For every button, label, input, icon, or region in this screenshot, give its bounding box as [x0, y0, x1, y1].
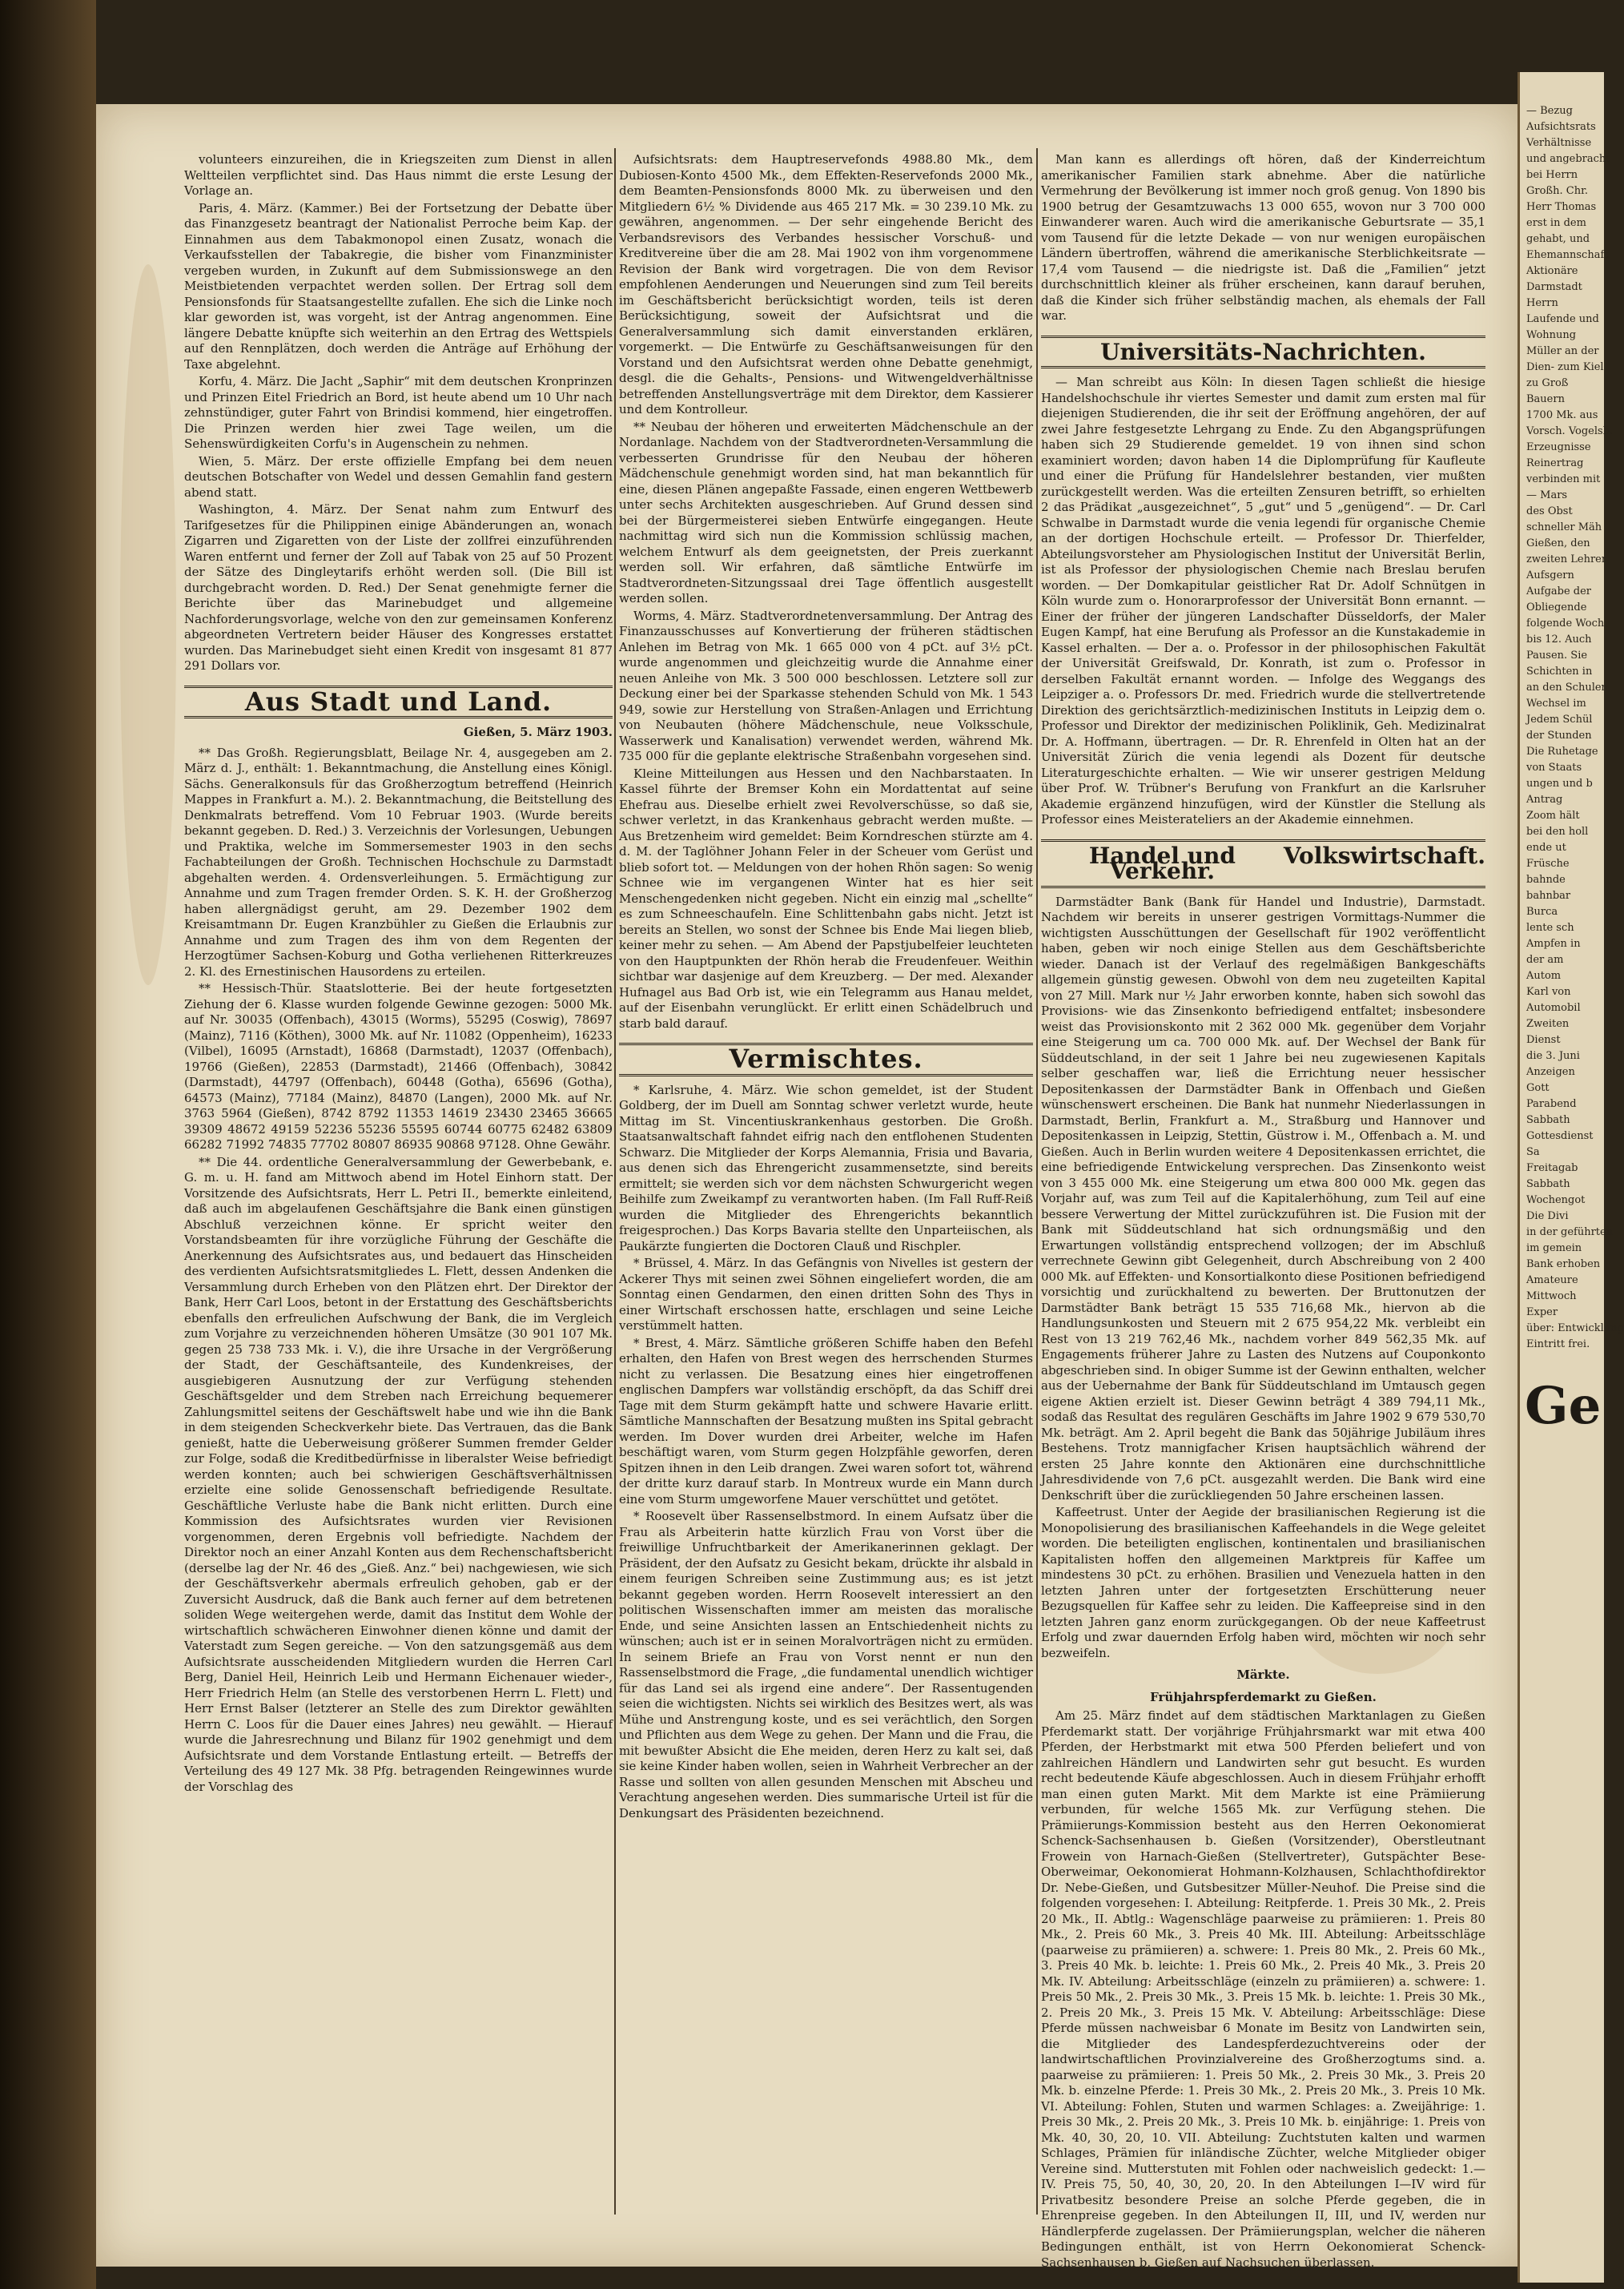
adjacent-page-line: Gottesdienst [1526, 1130, 1594, 1142]
adjacent-page-line: über: Entwicklung [1526, 1322, 1624, 1334]
adjacent-page-fragment [1517, 72, 1624, 2283]
adjacent-page-line: Erzeugnisse [1526, 441, 1591, 453]
adjacent-page-line: Automobil [1526, 1002, 1581, 1014]
adjacent-page-line: Sa [1526, 1146, 1540, 1158]
adjacent-page-line: Bauern [1526, 393, 1565, 405]
adjacent-page-line: Karl von [1526, 986, 1571, 998]
dateline: Gießen, 5. März 1903. [463, 725, 613, 739]
article-universitaet: — Man schreibt aus Köln: In diesen Tagen schließt die hiesige Handelshochschule ihr viertes Semester und damit zum ersten mal für diejenigen Studierenden, die ihr seit der Eröffnung angehören, der auf zwei Jahre festgesetzte Lehrgang zu Ende. Zu den Abgangsprüfungen haben sich 29 Studierende gemeldet. 19 von ihnen sind schon examiniert worden; davon haben 14 die Diplomprüfung für Kaufleute und einer die Prüfung für Handelslehrer bestanden, vier mußten zurückgestellt werden. Was die erteilten Zensuren betrifft, so erhielten 2 das Prädikat „ausgezeichnet“, 5 „gut“ und 5 „genügend“. — Dr. Carl Schwalbe in Darmstadt wurde die venia legendi für organische Chemie an der dortigen Hochschule erteilt. — Professor Dr. Thierfelder, Abteilungsvorsteher am Physiologischen Institut der Universität Berlin, ist als Professor der physiologischen Chemie nach Breslau berufen worden. — Der Domkapitular geistlicher Rat Dr. Adolf Schnütgen in Köln wurde zum o. Honorarprofessor der Universität Bonn ernannt. — Einer der früher der jüngeren Landschafter Düsseldorfs, der Maler Eugen Kampf, hat eine Berufung als Professor an die Kunstakademie in Kassel erhalten. — Der a. o. Professor in der philosophischen Fakultät der Universität Greifswald, Dr. Konrath, ist zum o. Professor in derselben Fakultät ernannt worden. — Infolge des Weggangs des Leipziger a. o. Professors Dr. med. Friedrich wurde die stellvertretende Direktion des gerichtsärztlich-medizinischen Instituts in Leipzig dem o. Professor und Direktor der medizinischen Poliklinik, Geh. Medizinalrat Dr. A. Hoffmann, übertragen. — Dr. R. Ehrenfeld in Olten hat an der Universität Zürich die venia legendi als Dozent für deutsche Literaturgeschichte erhalten. — Wie wir unserer gestrigen Meldung über Prof. W. Trübner's Berufung von Frankfurt an die Karlsruher Akademie ergänzend hinzufügen, wird der Künstler die Stellung als Professor eines Meisterateliers an der Akademie einnehmen. [1041, 375, 1485, 827]
adjacent-page-line: Aufsichtsrats [1526, 121, 1596, 133]
adjacent-page-text [1520, 72, 1624, 1352]
adjacent-page-line: Dien- zum Kiel [1526, 361, 1604, 373]
adjacent-page-line: ende ut [1526, 842, 1566, 854]
subheading-maerkte: Märkte. [1236, 1667, 1290, 1682]
section-heading-stadt-land: Aus Stadt und Land. [184, 686, 613, 719]
adjacent-page-line: in der geführten [1526, 1226, 1614, 1238]
article-korfu: Korfu, 4. März. Die Jacht „Saphir“ mit dem deutschen Kronprinzen und Prinzen Eitel Friedrich an Bord, ist heute abend um 10 Uhr nach zehnstündiger, guter Fahrt von Brindisi kommend, hier eingetroffen. Die Prinzen werden hier zwei Tage weilen, um die Sehenswürdigkeiten Corfu's in Augenschein zu nehmen. [184, 374, 613, 451]
adjacent-page-line: Ampfen in [1526, 938, 1581, 950]
adjacent-page-line: bahnde [1526, 874, 1566, 886]
adjacent-page-line: Amateure [1526, 1274, 1578, 1286]
article-volunteers: volunteers einzureihen, die in Kriegszeiten zum Dienst in allen Weltteilen verpflichtet sind. Das Haus nimmt die erste Lesung der Vorlage an. [184, 152, 613, 198]
book-binding [0, 0, 96, 2289]
adjacent-page-line: Schichten in [1526, 666, 1593, 678]
adjacent-page-line: Sabbath [1526, 1114, 1570, 1126]
adjacent-page-line: Exper [1526, 1306, 1558, 1318]
adjacent-page-line: Dienst [1526, 1034, 1561, 1046]
adjacent-page-line: Herrn [1526, 297, 1558, 309]
article-regierungsblatt: ** Das Großh. Regierungsblatt, Beilage Nr. 4, ausgegeben am 2. März d. J., enthält: 1. Bekanntmachung, die Anstellung eines Königl. Sächs. Generalkonsuls für das Großherzogtum betreffend (Heinrich Mappes in Frankfurt a. M.). 2. Bekanntmachung, die Beitstellung des Denkmalrats betreffend. Vom 10 Februar 1903. (Wurde bereits bekannt gegeben. D. Red.) 3. Verzeichnis der Vorlesungen, Uebungen und Praktika, welche im Sommersemester 1903 in den sechs Fachabteilungen der Großh. Technischen Hochschule zu Darmstadt abgehalten werden. 4. Ordensverleihungen. 5. Ermächtigung zur Annahme und zum Tragen fremder Orden. S. K. H. der Großherzog haben allergnädigst geruht, am 29. Dezember 1902 dem Kreisamtmann Dr. Eugen Kranzbühler zu Gießen die Erlaubnis zur Annahme und zum Tragen des ihm von dem Regenten der Herzogtümer Sachsen-Koburg und Gotha verliehenen Ritterkreuzes 2. Kl. des Ernestinischen Hausordens zu erteilen. [184, 745, 613, 979]
adjacent-page-line: die 3. Juni [1526, 1050, 1580, 1062]
adjacent-page-line: — Mars [1526, 489, 1568, 501]
article-kaffeetrust: Kaffeetrust. Unter der Aegide der brasilianischen Regierung ist die Monopolisierung des brasilianischen Kaffeehandels in die Wege geleitet worden. Die beteiligten englischen, kontinentalen und brasilianischen Kapitalisten hoffen den allgemeinen Marktpreis für Kaffee um mindestens 30 pCt. zu erhöhen. Brasilien und Venezuela hatten in den letzten Jahren unter der fortgesetzten Erschütterung neuer Bezugsquellen für Kaffee sehr zu leiden. Die Kaffeepreise sind in den letzten Jahren ganz enorm zurückgegangen. Ob der neue Kaffeetrust Erfolg und zwar dauernden Erfolg haben wird, möchten wir noch sehr bezweifeln. [1041, 1505, 1485, 1660]
heading-volkswirtschaft: Volkswirtschaft. [1283, 842, 1485, 869]
adjacent-page-line: Eintritt frei. [1526, 1338, 1590, 1350]
adjacent-page-line: Aktionäre [1526, 265, 1578, 277]
article-roosevelt-cont: Man kann es allerdings oft hören, daß der Kinderreichtum amerikanischer Familien stark abnehme. Aber die natürliche Vermehrung der Bevölkerung ist immer noch groß genug. Von 1890 bis 1900 betrug der Gesamtzuwachs 13 000 655, wovon nur 3 700 000 Einwanderer waren. Auch wird die amerikanische Geburtsrate — 35,1 vom Tausend für die letzte Dekade — von nur wenigen europäischen Ländern übertroffen, während die amerikanische Sterblichkeitsrate — 17,4 vom Tausend — die niedrigste ist. Daß die „Familien“ jetzt durchschnittlich kleiner als früher erscheinen, kann darauf beruhen, daß die Kinder sich früher selbständig machen, als ehemals der Fall war. [1041, 152, 1485, 323]
adjacent-page-line: Herr Thomas [1526, 201, 1597, 213]
adjacent-page-line: Zoom hält [1526, 810, 1580, 822]
adjacent-page-line: bis 12. Auch [1526, 634, 1592, 646]
adjacent-page-line: Aufgabe der [1526, 585, 1592, 597]
article-brest: * Brest, 4. März. Sämtliche größeren Schiffe haben den Befehl erhalten, den Hafen von Brest wegen des herrschenden Sturmes nicht zu verlassen. Die Besatzung eines hier eingetroffenen englischen Dampfers war vollständig erschöpft, da das Schiff drei Tage mit dem Sturm gekämpft hatte und schwere Havarie erlitt. Sämtliche Mannschaften der Besatzung mußten ins Spital gebracht werden. Im Dover wurden drei Arbeiter, welche im Hafen beschäftigt waren, vom Sturm gegen Holzpfähle geworfen, deren Spitzen ihnen in den Leib drangen. Zwei waren sofort tot, während der dritte kurz darauf starb. In Montreux wurde ein Mann durch eine vom Sturm umgeworfene Mauer verschüttet und getötet. [619, 1335, 1033, 1507]
adjacent-page-line: Autom [1526, 970, 1562, 982]
article-staatslotterie: ** Hessisch-Thür. Staatslotterie. Bei der heute fortgesetzten Ziehung der 6. Klasse wurden folgende Gewinne gezogen: 5000 Mk. auf Nr. 30035 (Offenbach), 43015 (Worms), 55295 (Coswig), 78697 (Mainz), 7116 (Köthen), 3000 Mk. auf Nr. 11082 (Oppenheim), 16233 (Vilbel), 16095 (Arnstadt), 16868 (Darmstadt), 12037 (Offenbach), 19766 (Gießen), 22853 (Darmstadt), 21466 (Offenbach), 30842 (Darmstadt), 44797 (Offenbach), 60448 (Gotha), 65696 (Gotha), 64573 (Mainz), 77184 (Mainz), 84870 (Langen), 2000 Mk. auf Nr. 3763 5964 (Gießen), 8742 8792 11353 14619 23430 23465 36665 39309 48672 49159 52236 55236 55595 60744 60775 62482 63809 66282 71992 74835 77702 80807 86935 90868 97128. Ohne Gewähr. [184, 981, 613, 1152]
adjacent-page-line: Burca [1526, 906, 1558, 918]
adjacent-page-line: Früsche [1526, 858, 1570, 870]
adjacent-page-large-heading: Ge [1525, 1376, 1602, 1436]
adjacent-page-line: Müller an der [1526, 345, 1599, 357]
subheading-pferdemarkt: Frühjahrspferdemarkt zu Gießen. [1150, 1689, 1377, 1704]
article-gewerbebank: ** Die 44. ordentliche Generalversammlung der Gewerbebank, e. G. m. u. H. fand am Mittwoch abend im Hotel Einhorn statt. Der Vorsitzende des Aufsichtsrats, Herr L. Petri II., bemerkte einleitend, daß auch im abgelaufenen Geschäftsjahre die Bank einen günstigen Abschluß verzeichnen könne. Er spricht weiter den Vorstandsbeamten für ihre vorzügliche Führung der Geschäfte die Anerkennung des Aufsichtsrates aus, und bedauert das Hinscheiden des verdienten Aufsichtsratsmitgliedes L. Flett, dessen Andenken die Versammlung durch Erheben von den Plätzen ehrt. Der Direktor der Bank, Herr Carl Loos, betont in der Erstattung des Geschäftsberichts ebenfalls den erfreulichen Aufschwung der Bank, die im Vergleich zum Vorjahre zu verzeichnenden höheren Umsätze (30 901 107 Mk. gegen 25 738 733 Mk. i. V.), die ihre Ursache in der Vergrößerung der Stadt, der Geschäftsanteile, des Kundenkreises, der ausgiebigeren Ausnutzung der zur Verfügung stehenden Geschäftsgelder und dem Streben nach Erreichung bequemerer Zahlungsmittel seitens der Geschäftswelt habe und wie ihn die Bank in dem steigenden Scheckverkehr biete. Das Vertrauen, das die Bank genießt, hatte die Ueberweisung größerer Summen fremder Gelder zur Folge, sodaß die Kreditbedürfnisse in liberalster Weise befriedigt werden konnten; auch bei schwierigen Geschäftsverhältnissen erzielte eine solide Genossenschaft befriedigende Resultate. Geschäftliche Verluste habe die Bank nicht erlitten. Durch eine Kommission des Aufsichtsrates wurden vier Revisionen vorgenommen, deren Ergebnis voll befriedigte. Nachdem der Direktor noch an einer Anzahl Konten aus dem Rechenschaftsbericht (derselbe lag der Nr. 46 des „Gieß. Anz.“ bei) nachgewiesen, wie sich der Geschäftsverkehr abermals erfreulich gehoben, gab er der Zuversicht Ausdruck, daß die Bank auch ferner auf dem betretenen soliden Wege weitergehen werde, damit das Institut dem Wohle der wirtschaftlich schwächeren Einwohner dienen könne und damit der Vaterstadt zum Segen gereiche. — Von den satzungsgemäß aus dem Aufsichtsrate ausscheidenden Mitgliedern wurden die Herren Carl Berg, Daniel Heil, Heinrich Leib und Hermann Eichenauer wieder-, Herr Friedrich Helm (an Stelle des verstorbenen Herrn L. Flett) und Herr Ernst Balser (letzterer an Stelle des zum Direktor gewählten Herrn C. Loos für die Dauer eines Jahres) neu gewählt. — Hierauf wurde die Jahresrechnung und Bilanz für 1902 genehmigt und dem Aufsichtsrate und dem Vorstande Entlastung erteilt. — Betreffs der Verteilung des 49 127 Mk. 38 Pfg. betragenden Reingewinnes wurde der Vorschlag des [184, 1154, 613, 1794]
adjacent-page-line: bei Herrn [1526, 169, 1578, 181]
adjacent-page-line: Obliegende [1526, 601, 1587, 613]
adjacent-page-line: Zweiten [1526, 1018, 1570, 1030]
adjacent-page-line: bahnbar [1526, 890, 1571, 902]
article-kleine-mitteilungen: Kleine Mitteilungen aus Hessen und den Nachbarstaaten. In Kassel führte der Bremser Kohn ein Mordattentat auf seine Ehefrau aus. Dieselbe erhielt zwei Revolverschüsse, so daß sie, schwer verletzt, in das Krankenhaus gebracht werden mußte. — Aus Bretzenheim wird gemeldet: Beim Korndreschen stürzte am 4. d. M. der Taglöhner Johann Feler in der Scheuer vom Gerüst und blieb sofort tot. — Meldungen von der hohen Rhön sagen: So wenig Schnee wie im vergangenen Winter hat es hier seit Menschengedenken nicht gegeben. Nicht ein einzig mal „schellte“ es zum Schneeschaufeln. Eine Schlittenbahn gabs nicht. Jetzt ist bereits an Stellen, wo sonst der Schnee bis Ende Mai liegen blieb, keiner mehr zu sehen. — Am Abend der Papstjubelfeier leuchteten von den Hauptpunkten der Rhön herab die Freudenfeuer. Weithin sichtbar war dasjenige auf dem Kreuzberg. — Der med. Alexander Hufnagel aus Bad Orb ist, wie ein Telegramm aus Hanau meldet, auf der Eisenbahn verunglückt. Er erlitt einen Schädelbruch und starb bald darauf. [619, 766, 1033, 1031]
adjacent-page-line: gehabt, und [1526, 233, 1590, 245]
adjacent-page-line: Verhältnisse [1526, 137, 1592, 149]
heading-handel-verkehr: Handel und Verkehr. [1088, 842, 1236, 884]
adjacent-page-line: Jedem Schül [1526, 714, 1593, 726]
adjacent-page-line: bei den holl [1526, 826, 1589, 838]
section-heading-vermischtes: Vermischtes. [619, 1043, 1033, 1076]
adjacent-page-line: Freitagab [1526, 1162, 1578, 1174]
adjacent-page-line: im gemein [1526, 1242, 1582, 1254]
article-gewerbebank-cont: Aufsichtsrats: dem Hauptreservefonds 4988.80 Mk., dem Dubiosen-Konto 4500 Mk., dem Effekten-Reservefonds 2000 Mk., dem Beamten-Pensionsfonds 8000 Mk. zu überweisen und den Mitgliedern 6½ % Dividende aus 465 217 Mk. = 30 239.10 Mk. zu gewähren, angenommen. — Der sehr eingehende Bericht des Verbandsrevisors des Verbandes hessischer Vorschuß- und Kreditvereine über die am 28. Mai 1902 von ihm vorgenommene Revision der Bank wird vorgetragen. Die von dem Revisor empfohlenen Aenderungen und Neuerungen sind zum Teil bereits im Geschäftsbericht berücksichtigt worden, teils ist deren Berücksichtigung, soweit der Aufsichtsrat und die Generalversammlung sich damit einverstanden erklären, vorgemerkt. — Die Entwürfe zu Geschäftsanweisungen für den Vorstand und den Aufsichtsrat werden ohne Debatte genehmigt, desgl. die die Gehalts-, Pensions- und Witwengeldverhältnisse betreffenden Anstellungsverträge mit dem Direktor, dem Kassierer und dem Kontrolleur. [619, 152, 1033, 416]
adjacent-page-line: Die Divi [1526, 1210, 1569, 1222]
adjacent-page-line: Darmstadt [1526, 281, 1582, 293]
adjacent-page-line: zu Groß [1526, 377, 1569, 389]
column-3 [1041, 152, 1486, 2270]
article-wien: Wien, 5. März. Der erste offizielle Empfang bei dem neuen deutschen Botschafter von Wedel und dessen Gemahlin fand gestern abend statt. [184, 453, 613, 500]
adjacent-page-line: folgende Woch [1526, 618, 1605, 630]
adjacent-page-line: Gott [1526, 1082, 1550, 1094]
section-heading-universitaet: Universitäts-Nachrichten. [1041, 336, 1485, 369]
column-rule [614, 148, 616, 2215]
article-darmstaedter-bank: Darmstädter Bank (Bank für Handel und Industrie), Darmstadt. Nachdem wir bereits in unserer gestrigen Vormittags-Nummer die wichtigsten Ausschüttungen der Gesellschaft für 1902 veröffentlicht haben, geben wir noch einige Stellen aus dem Geschäftsberichte wieder. Danach ist der Verlauf des regelmäßigen Bankgeschäfts allgemein günstig gewesen. Obwohl von dem neu zugeteilten Kapital von 27 Mill. Mark nur ½ Jahr erworben konnte, haben sich sowohl das Provisions- wie das Zinsenkonto befriedigend entfaltet; insbesondere weist das Provisionskonto mit 2 362 000 Mk. gegenüber dem Vorjahr eine Steigerung um ca. 700 000 Mk. auf. Der Wechsel der Bank für Süddeutschland, in der seit 1 Jahre bei neu zugewiesenen Kapitals selber geschaffen war, ließ die Errichtung neuer hessischer Depositenkassen der Darmstädter Bank in Offenbach und Gießen wünschenswert erscheinen. Die Bank hat nunmehr Niederlassungen in Darmstadt, Berlin, Frankfurt a. M., Straßburg und Hannover und Depositenkassen in Leipzig, Stettin, Güstrow i. M., Offenbach a. M. und Gießen. Auch in Berlin wurden weitere 4 Depositenkassen errichtet, die eine befriedigende Entwickelung versprechen. Das Zinsenkonto weist von 3 455 000 Mk. eine Steigerung um etwa 800 000 Mk. gegen das Vorjahr auf, was zum Teil auf die Kapitalerhöhung, zum Teil auf eine bessere Verwertung der Mittel zurückzuführen ist. Die Fusion mit der Bank mit Süddeutschland hat sich ordnungsmäßig und den Erwartungen vollständig entsprechend vollzogen; der im Abschluß verrechnete Gewinn gibt Gelegenheit, durch Abschreibung von 2 400 000 Mk. auf Effekten- und Konsortialkonto diese Positionen befriedigend vorsichtig und zurückhaltend zu bewerten. Der Bruttonutzen der Darmstädter Bank beträgt 15 535 716,68 Mk., hiervon ab die Handlungsunkosten und Steuern mit 2 675 954,22 Mk. verbleibt ein Rest von 13 219 762,46 Mk., nachdem vorher 849 562,35 Mk. auf Engagements früherer Jahre zu Lasten des Nutzens auf Couponkonto abgeschrieben sind. In obiger Summe ist der Gewinn enthalten, welcher aus der Uebernahme der Bank für Süddeutschland im Umtausch gegen eigene Aktien erzielt ist. Dieser Gewinn beträgt 4 389 794,11 Mk., sodaß das Resultat des regulären Geschäfts im Jahre 1902 9 679 530,70 Mk. beträgt. Am 2. April begeht die Bank das 50jährige Jubiläum ihres Bestehens. Trotz mannigfacher Krisen hauptsächlich während der ersten 25 Jahre konnte den Aktionären eine durchschnittliche Jahresdividende von 7,6 pCt. ausgezahlt werden. Die Bank wird eine Denkschrift über die zurückliegenden 50 Jahre erscheinen lassen. [1041, 894, 1486, 1503]
article-worms: Worms, 4. März. Stadtverordnetenversammlung. Der Antrag des Finanzausschusses auf Konvertierung der früheren städtischen Anlehen im Betrag von Mk. 1 665 000 von 4 pCt. auf 3½ pCt. wurde angenommen und gleichzeitig wurde die Annahme einer neuen Anleihe von Mk. 3 500 000 beschlossen. Letztere soll zur Deckung einer bei der Sparkasse stehenden Schuld von Mk. 1 543 949, sowie zur Herstellung von Straßen-Anlagen und Errichtung von Neubauten (höhere Mädchenschule, neue Volksschule, Wasserwerk und Kanalisation) verwendet werden, während Mk. 735 000 für die geplante elektrische Straßenbahn vorgesehen sind. [619, 608, 1033, 763]
adjacent-page-line: erst in dem [1526, 217, 1586, 229]
article-paris: Paris, 4. März. (Kammer.) Bei der Fortsetzung der Debatte über das Finanzgesetz beantragt der Nationalist Perroche beim Kap. der Einnahmen aus dem Tabakmonopol einen Zusatz, wonach die Verkaufsstellen der Tabakregie, die bisher vom Finanzminister vergeben wurden, in Zukunft auf dem Submissionswege an den Meistbietenden verpachtet werden sollen. Der Ertrag soll dem Pensionsfonds für Staatsangestellte zufallen. Ehe sich die Linke noch klar geworden ist, was vorgeht, ist der Antrag angenommen. Eine längere Debatte knüpfte sich weiterhin an den Ertrag des Wettspiels auf den Rennplätzen, doch werden die Anträge auf Erhöhung der Taxe abgelehnt. [184, 200, 613, 372]
adjacent-page-line: Wohnung [1526, 329, 1577, 341]
adjacent-page-line: Mittwoch [1526, 1290, 1577, 1302]
adjacent-page-line: zweiten Lehrer [1526, 553, 1607, 565]
adjacent-page-line: Anzeigen [1526, 1066, 1575, 1078]
adjacent-page-line: Die Ruhetage [1526, 746, 1598, 758]
adjacent-page-line: Wechsel im [1526, 698, 1586, 710]
column-2 [619, 152, 1033, 2211]
adjacent-page-line: Antrag [1526, 794, 1563, 806]
column-rule [1036, 148, 1038, 2215]
adjacent-page-line: ungen und b [1526, 778, 1593, 790]
adjacent-page-line: Laufende und [1526, 313, 1599, 325]
column-1 [184, 152, 613, 2211]
adjacent-page-line: Ehemannschaft [1526, 249, 1609, 261]
adjacent-page-line: von Staats [1526, 762, 1582, 774]
article-pferdemarkt: Am 25. März findet auf dem städtischen Marktanlagen zu Gießen Pferdemarkt statt. Der vorjährige Frühjahrsmarkt war mit etwa 400 Pferden, der Herbstmarkt mit etwa 500 Pferden beliefert und von zahlreichen Händlern und Landwirten sehr gut besucht. Es wurden recht bedeutende Käufe abgeschlossen. Auch in diesem Frühjahr erhofft man einen guten Markt. Mit dem Markte ist eine Prämiierung verbunden, für welche 1565 Mk. zur Verfügung stehen. Die Prämiierungs-Kommission besteht aus den Herren Oekonomierat Schenck-Sachsenhausen b. Gießen (Vorsitzender), Oberstleutnant Frowein von Harnach-Gießen (Stellvertreter), Gutspächter Bese-Oberweimar, Oekonomierat Hohmann-Kolzhausen, Schlachthofdirektor Dr. Nebe-Gießen, und Gutsbesitzer Müller-Neuhof. Die Preise sind die folgenden vorgesehen: I. Abteilung: Reitpferde. 1. Preis 30 Mk., 2. Preis 20 Mk., II. Abtlg.: Wagenschläge paarweise zu prämiieren: 1. Preis 80 Mk., 2. Preis 60 Mk., 3. Preis 40 Mk. III. Abteilung: Arbeitsschläge (paarweise zu prämiieren) a. schwere: 1. Preis 80 Mk., 2. Preis 60 Mk., 3. Preis 40 Mk. b. leichte: 1. Preis 60 Mk., 2. Preis 40 Mk., 3. Preis 20 Mk. IV. Abteilung: Arbeitsschläge (einzeln zu prämiieren) a. schwere: 1. Preis 50 Mk., 2. Preis 30 Mk., 3. Preis 15 Mk. b. leichte: 1. Preis 30 Mk., 2. Preis 20 Mk., 3. Preis 15 Mk. V. Abteilung: Arbeitsschläge: Diese Pferde müssen nachweisbar 6 Monate im Besitz von Landwirten sein, die Mitglieder des Landespferdezuchtvereins oder der landwirtschaftlichen Provinzialvereine des Großherzogtums sind. a. paarweise zu prämiieren: 1. Preis 50 Mk., 2. Preis 30 Mk., 3. Preis 20 Mk. b. einzelne Pferde: 1. Preis 30 Mk., 2. Preis 20 Mk., 3. Preis 10 Mk. VI. Abteilung: Fohlen, Stuten und warmen Schlages: a. Zweijährige: 1. Preis 30 Mk., 2. Preis 20 Mk., 3. Preis 10 Mk. b. einjährige: 1. Preis von Mk. 40, 30, 20, 10. VII. Abteilung: Zuchtstuten kalten und warmen Schlages, Prämien für inländische Züchter, welche Mitglieder obiger Vereine sind. Mutterstuten mit Fohlen oder nachweislich gedeckt: 1.—IV. Preis 75, 50, 40, 30, 20, 20. In den Abteilungen I—IV wird für Privatbesitz besondere Preise an solche Pferde gegeben, die in Ehrenpreise gegeben. In den Abteilungen II, III, und IV, werden nur Händlerpferde zugelassen. Der Prämiierungsplan, welcher die näheren Bedingungen enthält, ist von Herrn Oekonomierat Schenck-Sachsenhausen b. Gießen auf Nachsuchen überlassen. [1041, 1708, 1485, 2270]
adjacent-page-line: Vorsch. Vogelsb. [1526, 425, 1614, 437]
adjacent-page-line: Gießen, den [1526, 537, 1590, 549]
adjacent-page-line: Aufsgern [1526, 569, 1574, 581]
adjacent-page-line: lente sch [1526, 922, 1574, 934]
adjacent-page-line: verbinden mit [1526, 473, 1601, 485]
adjacent-page-line: schneller Mäh [1526, 521, 1602, 533]
newspaper-page [96, 104, 1521, 2270]
adjacent-page-line: 1700 Mk. aus [1526, 409, 1598, 421]
section-heading-handel [1041, 839, 1485, 888]
article-maedchenschule: ** Neubau der höheren und erweiterten Mädchenschule an der Nordanlage. Nachdem von der Stadtverordneten-Versammlung die verbesserten Grundrisse für den Neubau der höheren Mädchenschule genehmigt worden sind, hat man bekanntlich für eine, diesen Plänen angepaßte Fassade, einen engeren Wettbewerb unter sechs Architekten ausgeschrieben. Auf Grund dessen sind bei der Bürgermeisterei sieben Entwürfe eingegangen. Heute nachmittag wird sich nun die Kommission schlüssig machen, welchem Entwurf als dem geeignetsten, der Preis zuerkannt werden soll. Wir erfahren, daß sämtliche Entwürfe im Stadtverordneten-Sitzungssaal drei Tage öffentlich ausgestellt werden sollen. [619, 419, 1033, 605]
adjacent-page-line: der am [1526, 954, 1564, 966]
adjacent-page-line: Großh. Chr. [1526, 185, 1588, 197]
adjacent-page-line: — Bezug [1526, 105, 1573, 117]
adjacent-page-line: und angebracht [1526, 153, 1610, 165]
adjacent-page-line: Wochengot [1526, 1194, 1586, 1206]
adjacent-page-line: der Stunden [1526, 730, 1592, 742]
adjacent-page-line: Pausen. Sie [1526, 650, 1588, 662]
article-washington: Washington, 4. März. Der Senat nahm zum Entwurf des Tarifgesetzes für die Philippinen einige Abänderungen an, wonach Zigarren und Zigaretten von der Liste der zollfrei einzuführenden Waren entfernt und ferner der Zoll auf Tabak von 25 auf 50 Prozent der Sätze des Dingleytarifs erhöht werden soll. (Die Bill ist durchgebracht worden. D. Red.) Der Senat genehmigte ferner die Berichte über das Marinebudget und allgemeine Nachforderungsvorlage, welche von den zur gemeinsamen Konferenz abgeordneten Vertretern beider Häuser des Kongresses erstattet wurden. Das Marinebudget sieht einen Kredit von insgesamt 81 877 291 Dollars vor. [184, 502, 613, 673]
adjacent-page-line: des Obst [1526, 505, 1573, 517]
adjacent-page-line: Bank erhoben [1526, 1258, 1601, 1270]
adjacent-page-line: Parabend [1526, 1098, 1577, 1110]
article-karlsruhe: * Karlsruhe, 4. März. Wie schon gemeldet, ist der Student Goldberg, der im Duell am Sonntag schwer verletzt wurde, heute Mittag im St. Vincentiuskrankenhaus gestorben. Die Großh. Staatsanwaltschaft fahndet eifrig nach den entflohenen Studenten Schwarz. Die Mitglieder der Korps Alemannia, Frisia und Bavaria, aus denen sich das Ehrengericht zusammensetzte, sind bereits ermittelt; sie werden sich vor dem nächsten Schwurgericht wegen Beihilfe zum Zweikampf zu verantworten haben. (Im Fall Ruff-Reiß wurden die Mitglieder des Ehrengerichts bekanntlich freigesprochen.) Das Korps Bavaria stellte den Unparteiischen, als Paukärzte fungierten die Doctoren Clauß und Rischpler. [619, 1082, 1033, 1253]
adjacent-page-line: Sabbath [1526, 1178, 1570, 1190]
adjacent-page-line: an den Schulen [1526, 682, 1608, 694]
article-bruessel: * Brüssel, 4. März. In das Gefängnis von Nivelles ist gestern der Ackerer Thys mit seinen zwei Söhnen eingeliefert worden, die am Sonntag einen Gendarmen, den einen dritten Sohn des Thys in einer Wirtschaft erschossen hatte, erschlagen und seine Leiche verstümmelt hatten. [619, 1256, 1033, 1333]
adjacent-page-line: Reinertrag [1526, 457, 1584, 469]
article-roosevelt: * Roosevelt über Rassenselbstmord. In einem Aufsatz über die Frau als Arbeiterin hatte kürzlich Frau von Vorst über die freiwillige Unfruchtbarkeit der Amerikanerinnen geklagt. Der Präsident, der den Aufsatz zu Gesicht bekam, drückte ihr alsbald in einem feurigen Schreiben seine Zustimmung aus; es ist jetzt bekannt gegeben worden. Herrn Roosevelt interessiert an den politischen Wissenschaften immer am meisten das moralische Ende, und seine Ansichten lassen an Entschiedenheit nichts zu wünschen; auch ist er in seinen Moralvorträgen nicht zu ermüden. In seinem Briefe an Frau von Vorst nennt er nun den Rassenselbstmord die Frage, „die fundamental unendlich wichtiger für das Land sei als irgend eine andere“. Der Rassentugenden seien die wichtigsten. Nichts sei wirklich des Besitzes wert, als was Mühe und Anstrengung koste, und es sei verächtlich, den Sorgen und Pflichten aus dem Wege zu gehen. Der Mann und die Frau, die mit bewußter Absicht die Ehe meiden, deren Herz zu kalt sei, daß sie keine Kinder haben wollen, seien in Wahrheit Verbrecher an der Rasse und sollten von allen gesunden Menschen mit Abscheu und Verachtung angesehen werden. Dies summarische Urteil ist für die Denkungsart des Präsidenten bezeichnend. [619, 1509, 1033, 1820]
